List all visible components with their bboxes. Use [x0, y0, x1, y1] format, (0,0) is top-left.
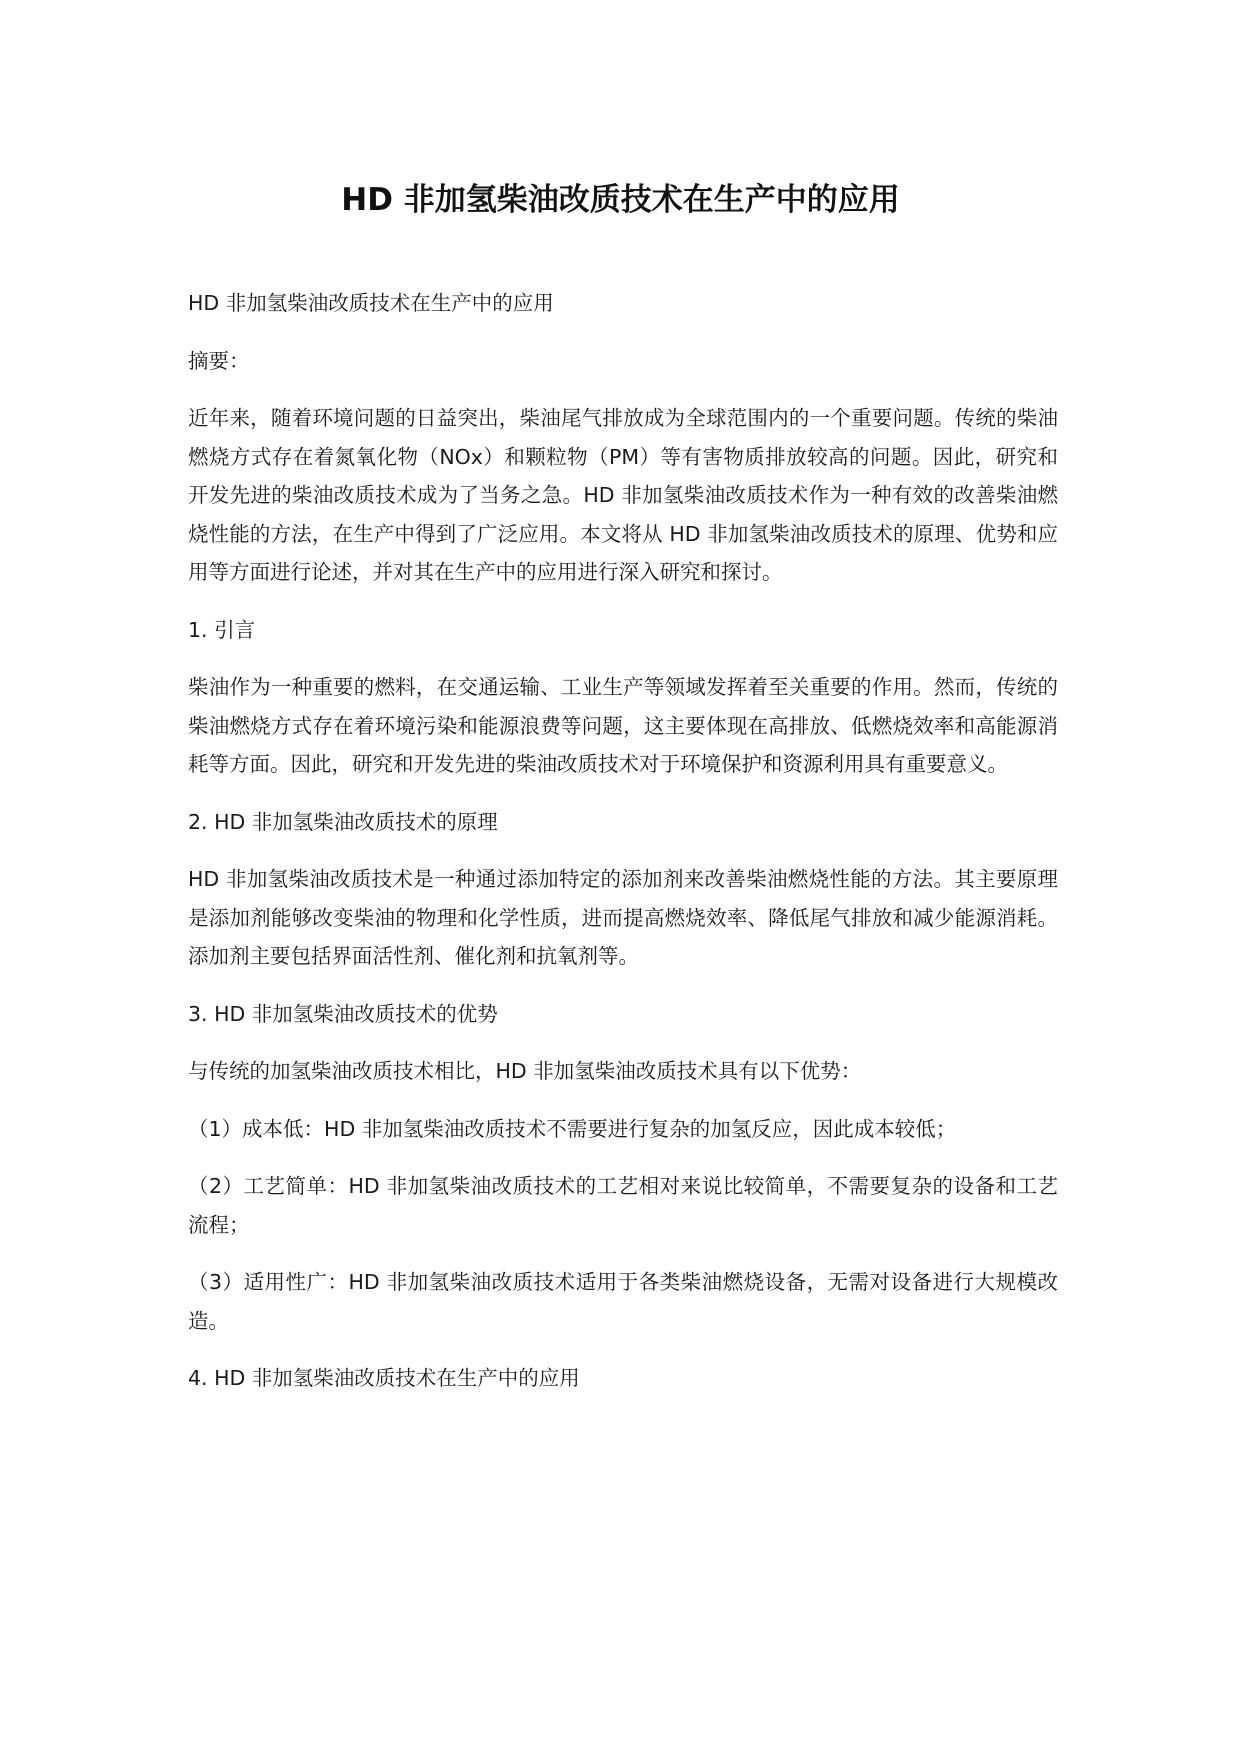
paragraph-abstract: 近年来，随着环境问题的日益突出，柴油尾气排放成为全球范围内的一个重要问题。传统的柴油燃烧方式存在着氮氧化物（NOx）和颗粒物（PM）等有害物质排放较高的问题。因此，研究和开发先进的柴油改质技术成为了当务之急。HD 非加氢柴油改质技术作为一种有效的改善柴油燃烧性能的方法，在生产中得到了广泛应用。本文将从 HD 非加氢柴油改质技术的原理、优势和应用等方面进行论述，并对其在生产中的应用进行深入研究和探讨。 [188, 406, 1058, 584]
section-heading-application: 4. HD 非加氢柴油改质技术在生产中的应用 [188, 1366, 580, 1390]
paragraph-abstract-label: 摘要： [188, 348, 250, 373]
section-heading-advantages: 3. HD 非加氢柴油改质技术的优势 [188, 1001, 498, 1026]
section-heading-introduction: 1. 引言 [188, 617, 256, 642]
paragraph-principle: HD 非加氢柴油改质技术是一种通过添加特定的添加剂来改善柴油燃烧性能的方法。其主要原理是添加剂能够改变柴油的物理和化学性质，进而提高燃烧效率、降低尾气排放和减少能源消耗。添加剂主要包括界面活性剂、催化剂和抗氧剂等。 [188, 867, 1058, 968]
list-item-advantage-3: （3）适用性广：HD 非加氢柴油改质技术适用于各类柴油燃烧设备，无需对设备进行大规模改造。 [188, 1270, 1058, 1333]
list-item-advantage-1: （1）成本低：HD 非加氢柴油改质技术不需要进行复杂的加氢反应，因此成本较低； [188, 1116, 957, 1141]
list-item-advantage-2: （2）工艺简单：HD 非加氢柴油改质技术的工艺相对来说比较简单，不需要复杂的设备和工艺流程； [188, 1174, 1058, 1237]
section-heading-principle: 2. HD 非加氢柴油改质技术的原理 [188, 809, 498, 834]
document-body [188, 284, 1058, 1417]
paragraph-advantages-intro: 与传统的加氢柴油改质技术相比，HD 非加氢柴油改质技术具有以下优势： [188, 1059, 862, 1083]
paragraph-introduction: 柴油作为一种重要的燃料，在交通运输、工业生产等领域发挥着至关重要的作用。然而，传统的柴油燃烧方式存在着环境污染和能源浪费等问题，这主要体现在高排放、低燃烧效率和高能源消耗等方面。因此，研究和开发先进的柴油改质技术对于环境保护和资源利用具有重要意义。 [188, 675, 1058, 776]
paragraph-subtitle: HD 非加氢柴油改质技术在生产中的应用 [188, 291, 554, 315]
document-title: HD 非加氢柴油改质技术在生产中的应用 [341, 182, 900, 218]
